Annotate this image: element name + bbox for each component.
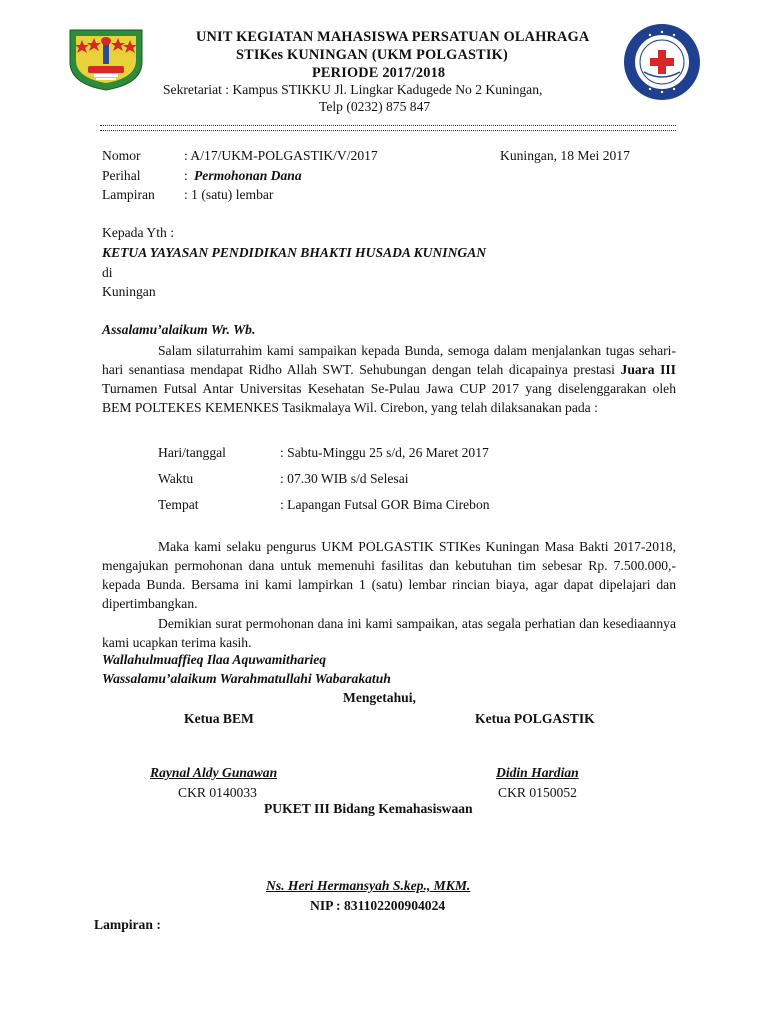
period-line: PERIODE 2017/2018 — [312, 65, 446, 81]
closing-line-1: Wallahulmuaffieq Ilaa Aquwamitharieq — [102, 652, 327, 667]
paragraph-1-text-a: Salam silaturrahim kami sampaikan kepada Bunda, semoga dalam menjalankan tugas sehari-hari senantiasa mendapat Ridho Allah SWT. Sehubungan dengan telah dicapainya prestasi — [102, 343, 676, 377]
paragraph-2-text: Maka kami selaku pengurus UKM POLGASTIK STIKes Kuningan Masa Bakti 2017-2018, mengajukan permohonan dana untuk memenuhi fasilitas dan kebutuhan tim sebesar Rp. 7.500.000,- kepada Bunda. Bersama ini kami lampirkan 1 (satu) lembar rincian biaya, agar dapat dipelajari dan dipertimbangkan. — [102, 539, 676, 611]
detail-label-place: Tempat — [158, 497, 199, 512]
right-signer-id: CKR 0150052 — [498, 785, 577, 800]
recipient-name: KETUA YAYASAN PENDIDIKAN BHAKTI HUSADA KUNINGAN — [102, 245, 487, 260]
recipient-di: di — [102, 265, 113, 280]
org-name-line1: UNIT KEGIATAN MAHASISWA PERSATUAN OLAHRAGA — [196, 29, 590, 45]
bottom-signer-nip: NIP : 831102200904024 — [310, 898, 446, 913]
detail-value-time: : 07.30 WIB s/d Selesai — [280, 471, 409, 486]
nomor-label: Nomor — [102, 148, 141, 163]
paragraph-2 — [102, 537, 676, 613]
right-signer-title: Ketua POLGASTIK — [475, 711, 595, 726]
perihal-label: Perihal — [102, 168, 141, 183]
recipient-salutation: Kepada Yth : — [102, 225, 174, 240]
detail-label-time: Waktu — [158, 471, 194, 486]
left-signer-title: Ketua BEM — [184, 711, 254, 726]
perihal-value: Permohonan Dana — [194, 168, 302, 183]
ukm-polgastik-logo — [66, 26, 146, 92]
paragraph-1-text-b: Turnamen Futsal Antar Universitas Kesehatan Se-Pulau Jawa CUP 2017 yang diselenggarakan oleh BEM POLTEKES KEMENKES Tasikmalaya Wil. Cirebon, yang telah dilaksanakan pada : — [102, 381, 676, 415]
right-signer-name: Didin Hardian — [496, 765, 579, 780]
acknowledged-label: Mengetahui, — [343, 690, 416, 705]
detail-value-place: : Lapangan Futsal GOR Bima Cirebon — [280, 497, 490, 512]
bottom-signer-name: Ns. Heri Hermansyah S.kep., MKM. — [266, 878, 471, 893]
secretariat-address: Sekretariat : Kampus STIKKU Jl. Lingkar Kadugede No 2 Kuningan, — [163, 82, 543, 97]
closing-line-2: Wassalamu’alaikum Warahmatullahi Wabarakatuh — [102, 671, 391, 686]
org-name-line2: STIKes KUNINGAN (UKM POLGASTIK) — [236, 47, 508, 63]
left-signer-name: Raynal Aldy Gunawan — [150, 765, 278, 780]
paragraph-1-highlight: Juara III — [620, 362, 676, 377]
bottom-signer-title: PUKET III Bidang Kemahasiswaan — [264, 801, 473, 816]
phone-number: Telp (0232) 875 847 — [319, 99, 431, 114]
nomor-value: : A/17/UKM-POLGASTIK/V/2017 — [184, 148, 378, 163]
detail-value-date: : Sabtu-Minggu 25 s/d, 26 Maret 2017 — [280, 445, 489, 460]
letter-date: Kuningan, 18 Mei 2017 — [500, 148, 630, 163]
lampiran-value: : 1 (satu) lembar — [184, 187, 274, 202]
perihal-colon: : — [184, 168, 188, 183]
greeting: Assalamu’alaikum Wr. Wb. — [102, 322, 256, 337]
detail-label-date: Hari/tanggal — [158, 445, 226, 460]
header-divider — [100, 125, 676, 131]
stikes-kuningan-logo — [622, 22, 702, 102]
recipient-place: Kuningan — [102, 284, 156, 299]
attachment-label: Lampiran : — [94, 917, 161, 932]
paragraph-1 — [102, 341, 676, 417]
paragraph-3 — [102, 614, 676, 652]
paragraph-3-text: Demikian surat permohonan dana ini kami sampaikan, atas segala perhatian dan kesediaannya kami ucapkan terima kasih. — [102, 616, 676, 650]
left-signer-id: CKR 0140033 — [178, 785, 257, 800]
lampiran-label: Lampiran — [102, 187, 155, 202]
